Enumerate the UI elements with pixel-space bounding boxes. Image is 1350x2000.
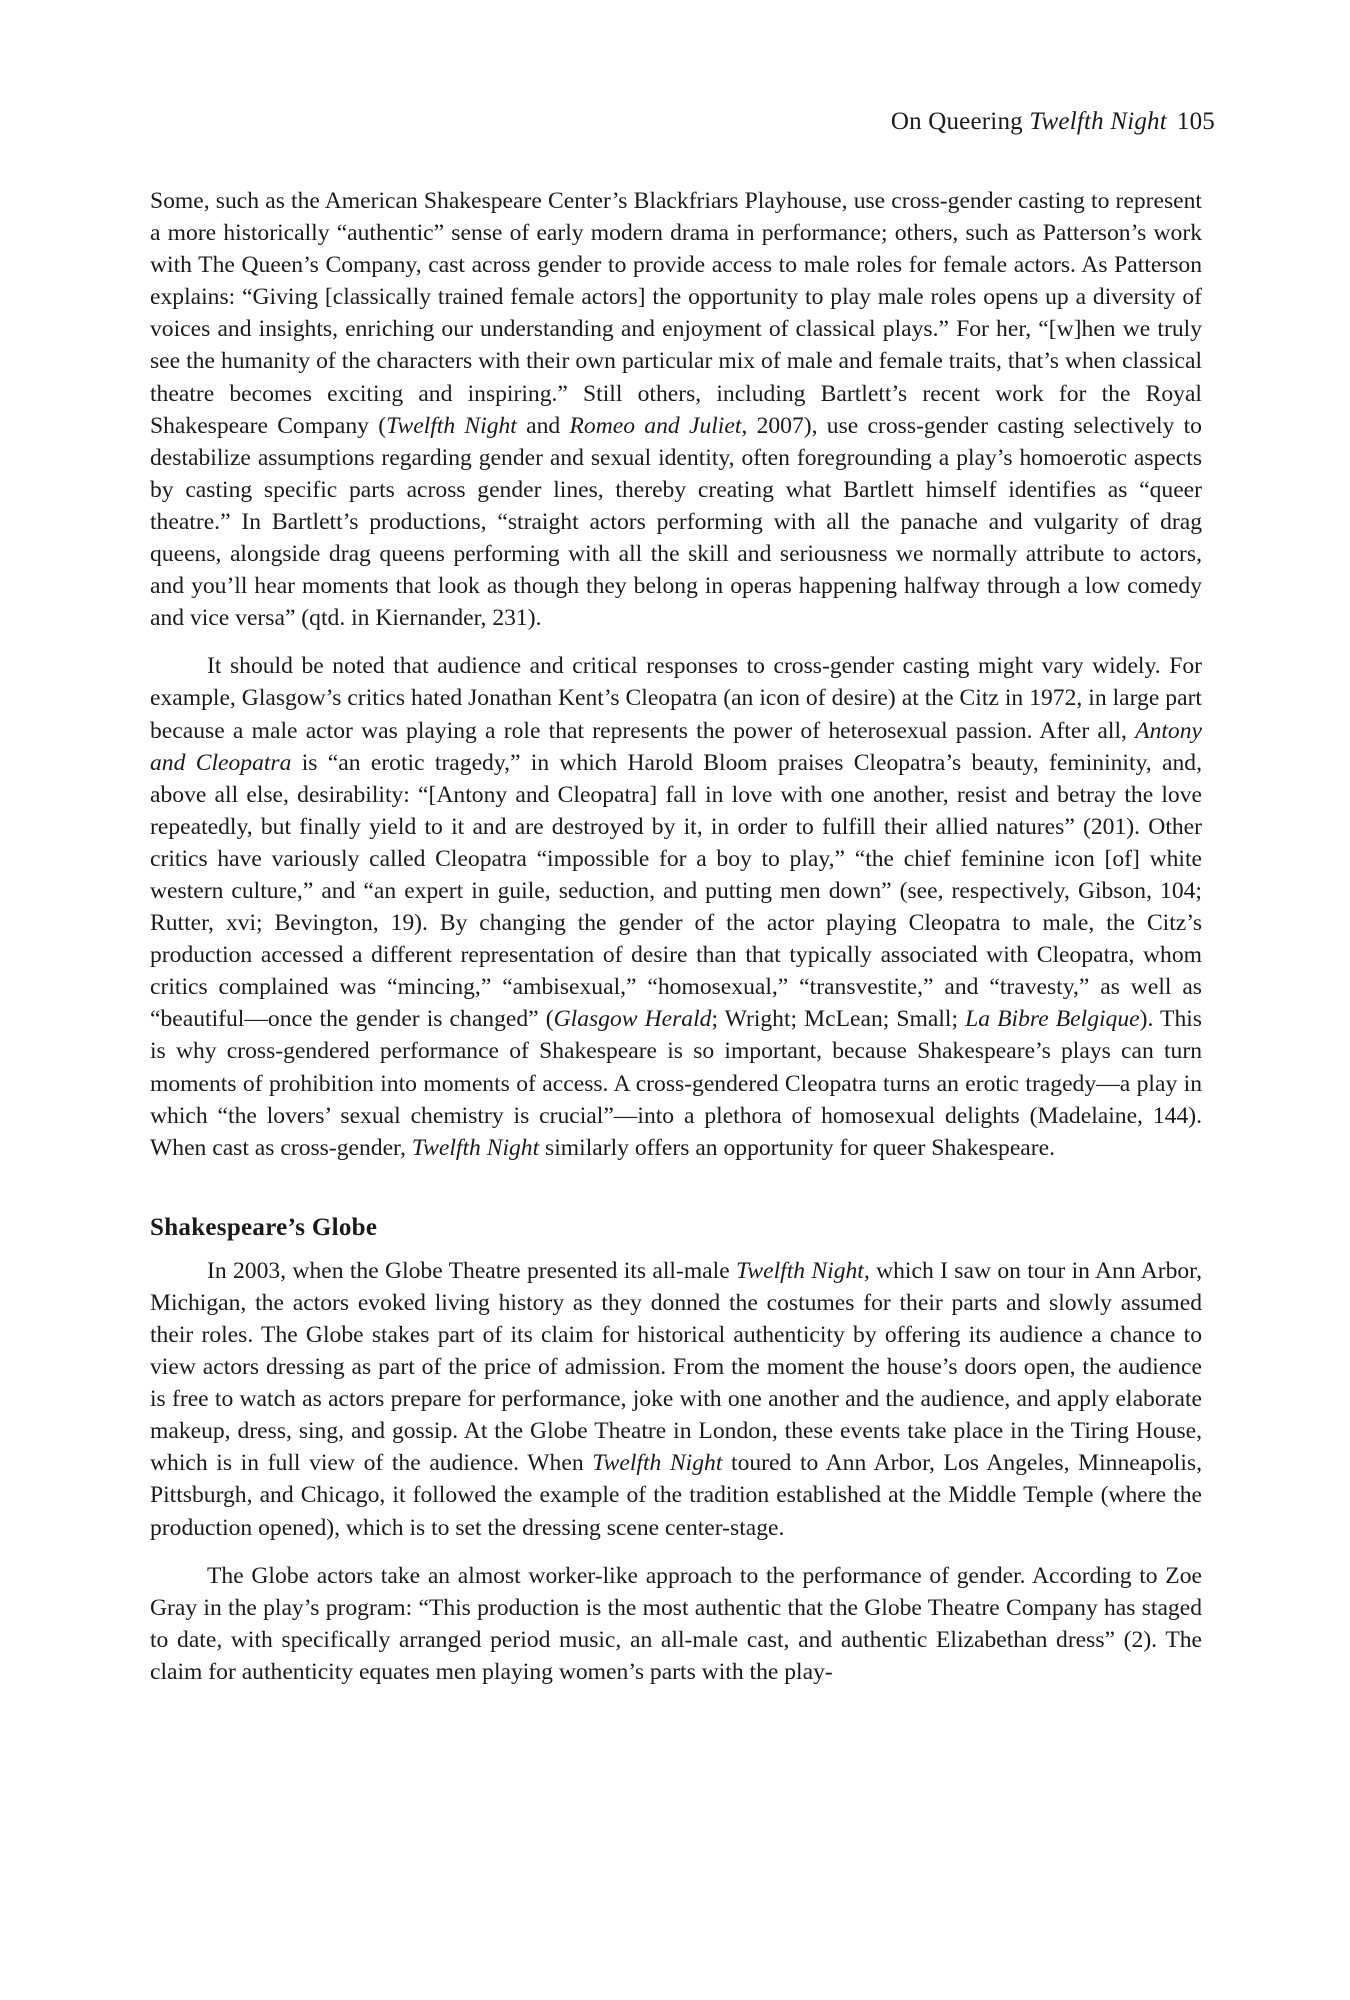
italic-title: Twelfth Night, <box>736 1257 870 1284</box>
text-run: The Globe actors take an almost worker-like approach to the performance of gender. According to Zoe Gray in the play’s program: “This production is the most authentic that the Globe Theatre Company has staged to date, with specifically arranged period music, an all-male cast, and authentic Elizabethan dress” (2). The claim for authenticity equates men playing women’s parts with the play- <box>150 1562 1202 1685</box>
italic-title: Twelfth Night <box>592 1450 723 1477</box>
paragraph-4 <box>150 1560 1202 1688</box>
italic-title: Glasgow Herald <box>553 1006 712 1033</box>
text-run: toured to Ann Arbor, Los Angeles, Minneapolis, Pittsburgh, and Chicago, it followed the example of the tradition established at the Middle Temple (where the production opened), which is to set the dressing scene center-stage. <box>150 1450 1202 1541</box>
section-gap <box>150 1164 1202 1212</box>
text-run: , 2007), use cross-gender casting selectively to destabilize assumptions regarding gender and sexual identity, often foregrounding a play’s homoerotic aspects by casting specific parts across gender lines, thereby creating what Bartlett himself identifies as “queer theatre.” In Bartlett’s productions, “straight actors performing with all the panache and vulgarity of drag queens, alongside drag queens performing with all the skill and seriousness we normally attribute to actors, and you’ll hear moments that look as though they belong in operas happening halfway through a low comedy and vice versa” (qtd. in Kiernander, 231). <box>150 412 1202 632</box>
text-run: which I saw on tour in Ann Arbor, Michigan, the actors evoked living history as they donned the costumes for their parts and slowly assumed their roles. The Globe stakes part of its claim for historical authenticity by offering its audience a chance to view actors dressing as part of the price of admission. From the moment the house’s doors open, the audience is free to watch as actors prepare for performance, joke with one another and the audience, and apply elaborate makeup, dress, sing, and gossip. At the Globe Theatre in London, these events take place in the Tiring House, which is in full view of the audience. When <box>150 1257 1202 1477</box>
paragraph-gap <box>150 1544 1202 1560</box>
running-title-prefix: On Queering <box>890 108 1030 135</box>
text-run: ; Wright; McLean; Small; <box>711 1006 966 1033</box>
text-run: is “an erotic tragedy,” in which Harold Bloom praises Cleopatra’s beauty, femininity, and, above all else, desirability: “[Antony and Cleopatra] fall in love with one another, resist and betray the love repeatedly, but finally yield to it and are destroyed by it, in order to fulfill their allied natures” (201). Other critics have variously called Cleopatra “impossible for a boy to play,” “the chief feminine icon [of] white western culture,” and “an expert in guile, seduction, and putting men down” (see, respectively, Gibson, 104; Rutter, xvi; Bevington, 19). By changing the gender of the actor playing Cleopatra to male, the Citz’s production accessed a different representation of desire than that typically associated with Cleopatra, whom critics complained was “mincing,” “ambisexual,” “homosexual,” “transvestite,” and “travesty,” as well as “beautiful—once the gender is changed” ( <box>150 749 1202 1033</box>
running-head <box>891 108 1215 136</box>
text-run: similarly offers an opportunity for queer Shakespeare. <box>539 1134 1056 1161</box>
paragraph-gap <box>150 634 1202 650</box>
section-heading: Shakespeare’s Globe <box>150 1213 378 1241</box>
running-title-italic: Twelfth Night <box>1029 108 1167 135</box>
text-run: Some, such as the American Shakespeare Center’s Blackfriars Playhouse, use cross-gender casting to represent a more historically “authentic” sense of early modern drama in performance; others, such as Patterson’s work with The Queen’s Company, cast across gender to provide access to male roles for female actors. As Patterson explains: “Giving [classically trained female actors] the opportunity to play male roles opens up a diversity of voices and insights, enriching our understanding and enjoyment of classical plays.” For her, “[w]hen we truly see the humanity of the characters with their own particular mix of male and female traits, that’s when classical theatre becomes exciting and inspiring.” Still others, including Bartlett’s recent work for the Royal Shakespeare Company ( <box>150 188 1202 439</box>
italic-title: Twelfth Night <box>386 412 517 439</box>
paragraph-1 <box>150 185 1202 634</box>
italic-title: Antony and Cleopatra <box>150 717 1202 776</box>
paragraph-2 <box>150 650 1202 1164</box>
text-run: and <box>516 412 570 439</box>
text-run: In 2003, when the Globe Theatre presented its all-male <box>207 1257 737 1284</box>
italic-title: Romeo and Juliet <box>569 412 742 439</box>
page-number: 105 <box>1176 108 1215 135</box>
text-run: ). This is why cross-gendered performance of Shakespeare is so important, because Shakespeare’s plays can turn moments of prohibition into moments of access. A cross-gendered Cleopatra turns an erotic tragedy—a play in which “the lovers’ sexual chemistry is crucial”—into a plethora of homosexual delights (Madelaine, 144). When cast as cross-gender, <box>150 1006 1202 1161</box>
body-text <box>150 185 1202 1688</box>
paragraph-3 <box>150 1255 1202 1544</box>
italic-title: Twelfth Night <box>411 1134 540 1161</box>
italic-title: La Bibre Belgique <box>965 1006 1140 1033</box>
text-run: It should be noted that audience and critical responses to cross-gender casting might vary widely. For example, Glasgow’s critics hated Jonathan Kent’s Cleopatra (an icon of desire) at the Citz in 1972, in large part because a male actor was playing a role that represents the power of heterosexual passion. After all, <box>150 653 1202 744</box>
